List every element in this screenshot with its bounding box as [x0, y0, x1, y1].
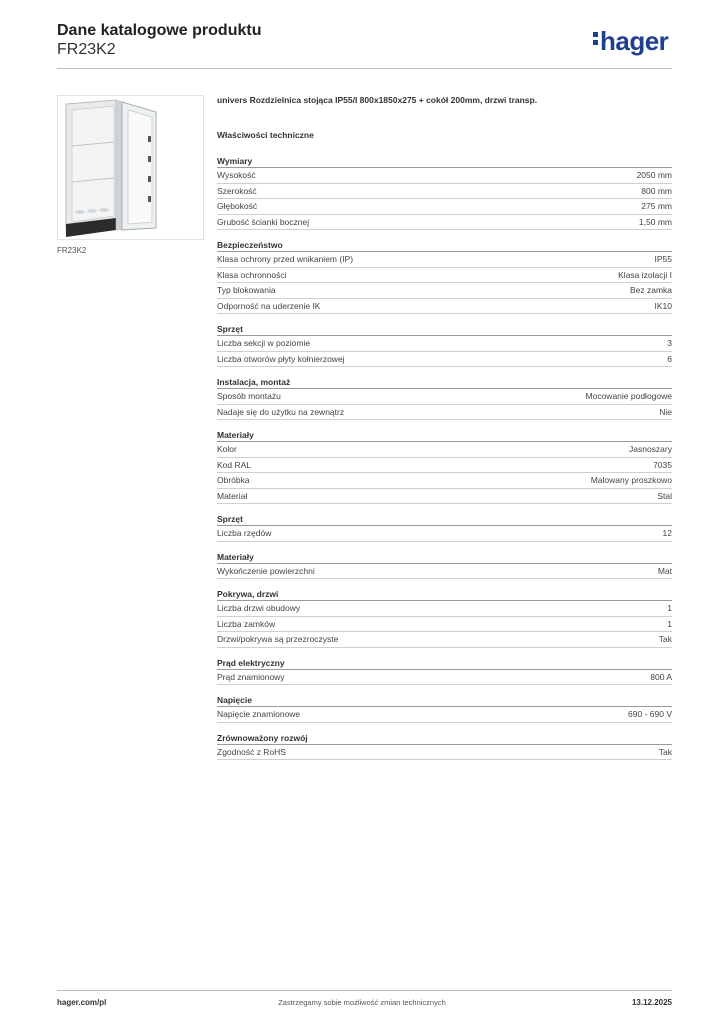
image-caption: FR23K2 — [57, 246, 87, 255]
spec-key: Liczba sekcji w poziomie — [217, 338, 311, 348]
spec-value: Nie — [659, 406, 672, 417]
spec-row — [217, 252, 672, 268]
spec-key: Głębokość — [217, 201, 258, 211]
spec-section — [217, 658, 672, 686]
spec-row — [217, 389, 672, 405]
spec-section — [217, 156, 672, 230]
spec-value: 275 mm — [641, 201, 672, 211]
spec-row — [217, 215, 672, 231]
spec-row — [217, 299, 672, 315]
spec-row — [217, 199, 672, 215]
spec-key: Zgodność z RoHS — [217, 746, 286, 757]
spec-row — [217, 336, 672, 352]
spec-row — [217, 745, 672, 761]
spec-key: Kod RAL — [217, 459, 252, 470]
spec-section-title: Pokrywa, drzwi — [217, 589, 672, 601]
spec-section-title: Bezpieczeństwo — [217, 240, 672, 252]
spec-row — [217, 632, 672, 648]
spec-section — [217, 589, 672, 648]
spec-row — [217, 168, 672, 184]
spec-row — [217, 442, 672, 458]
spec-key: Materiał — [217, 490, 248, 501]
header-divider — [57, 68, 672, 69]
spec-key: Klasa ochrony przed wnikaniem (IP) — [217, 254, 354, 264]
spec-value: 2050 mm — [636, 170, 672, 180]
spec-value: 800 mm — [641, 185, 672, 196]
spec-key: Liczba drzwi obudowy — [217, 603, 301, 613]
spec-key: Obróbka — [217, 475, 250, 485]
spec-value: 1,50 mm — [638, 216, 672, 227]
footer-divider — [57, 990, 672, 991]
spec-section — [217, 324, 672, 367]
footer-disclaimer: Zastrzegamy sobie możliwość zmian technicznych — [278, 998, 446, 1007]
cabinet-enclosure-icon — [57, 95, 204, 240]
logo-text: hager — [600, 26, 669, 56]
spec-section — [217, 240, 672, 314]
spec-row — [217, 670, 672, 686]
footer-website: hager.com/pl — [57, 998, 107, 1007]
spec-value: Bez zamka — [629, 285, 672, 295]
spec-key: Prąd znamionowy — [217, 671, 285, 682]
spec-value: IK10 — [654, 300, 672, 311]
spec-row — [217, 526, 672, 542]
spec-section — [217, 514, 672, 542]
footer-date: 13.12.2025 — [631, 998, 672, 1007]
spec-row — [217, 473, 672, 489]
spec-section-title: Sprzęt — [217, 324, 672, 336]
spec-section-title: Materiały — [217, 552, 672, 564]
spec-key: Liczba otworów płyty kołnierzowej — [217, 353, 345, 364]
spec-key: Liczba rzędów — [217, 528, 272, 538]
spec-section — [217, 430, 672, 504]
spec-key: Napięcie znamionowe — [217, 709, 301, 719]
spec-key: Grubość ścianki bocznej — [217, 216, 310, 227]
logo-dots-icon — [593, 32, 598, 48]
spec-key: Kolor — [217, 444, 237, 454]
spec-section-title: Materiały — [217, 430, 672, 442]
spec-section-title: Napięcie — [217, 695, 672, 707]
spec-section-title: Instalacja, montaż — [217, 377, 672, 389]
spec-value: Mat — [657, 565, 672, 576]
spec-value: 800 A — [650, 671, 672, 682]
spec-row — [217, 405, 672, 421]
spec-row — [217, 352, 672, 368]
spec-key: Nadaje się do użytku na zewnątrz — [217, 406, 345, 417]
spec-value: 7035 — [653, 459, 672, 470]
spec-row — [217, 617, 672, 633]
hager-logo — [593, 26, 668, 57]
spec-key: Klasa ochronności — [217, 269, 287, 280]
spec-key: Sposób montażu — [217, 391, 281, 401]
spec-section-title: Zrównoważony rozwój — [217, 733, 672, 745]
product-code: FR23K2 — [57, 41, 116, 58]
spec-value: 690 - 690 V — [628, 709, 672, 719]
spec-value: 12 — [662, 528, 672, 538]
spec-row — [217, 184, 672, 200]
spec-value: Mocowanie podłogowe — [585, 391, 672, 401]
spec-value: 3 — [667, 338, 672, 348]
spec-row — [217, 707, 672, 723]
spec-value: Tak — [658, 634, 672, 644]
spec-row — [217, 564, 672, 580]
spec-value: 6 — [667, 353, 672, 364]
spec-row — [217, 283, 672, 299]
spec-row — [217, 489, 672, 505]
spec-key: Odporność na uderzenie IK — [217, 300, 321, 311]
spec-row — [217, 268, 672, 284]
spec-key: Drzwi/pokrywa są przezroczyste — [217, 634, 339, 644]
spec-section — [217, 552, 672, 580]
page-title: Dane katalogowe produktu — [57, 22, 262, 39]
spec-table — [217, 156, 672, 770]
spec-row — [217, 601, 672, 617]
spec-value: Malowany proszkowo — [590, 475, 672, 485]
spec-section-title: Wymiary — [217, 156, 672, 168]
spec-key: Wysokość — [217, 170, 256, 180]
spec-value: IP55 — [654, 254, 672, 264]
spec-value: Stal — [657, 490, 672, 501]
spec-section — [217, 733, 672, 761]
spec-row — [217, 458, 672, 474]
spec-key: Szerokość — [217, 185, 257, 196]
spec-section-title: Sprzęt — [217, 514, 672, 526]
spec-key: Wykończenie powierzchni — [217, 565, 315, 576]
spec-value: Klasa izolacji I — [618, 269, 672, 280]
properties-title: Właściwości techniczne — [217, 130, 314, 140]
spec-section-title: Prąd elektryczny — [217, 658, 672, 670]
spec-key: Liczba zamków — [217, 618, 276, 629]
spec-key: Typ blokowania — [217, 285, 276, 295]
spec-value: 1 — [667, 618, 672, 629]
spec-section — [217, 377, 672, 420]
spec-value: Tak — [658, 746, 672, 757]
spec-value: 1 — [667, 603, 672, 613]
spec-section — [217, 695, 672, 723]
product-description: univers Rozdzielnica stojąca IP55/I 800x1850x275 + cokół 200mm, drzwi transp. — [217, 95, 538, 105]
spec-value: Jasnoszary — [629, 444, 672, 454]
